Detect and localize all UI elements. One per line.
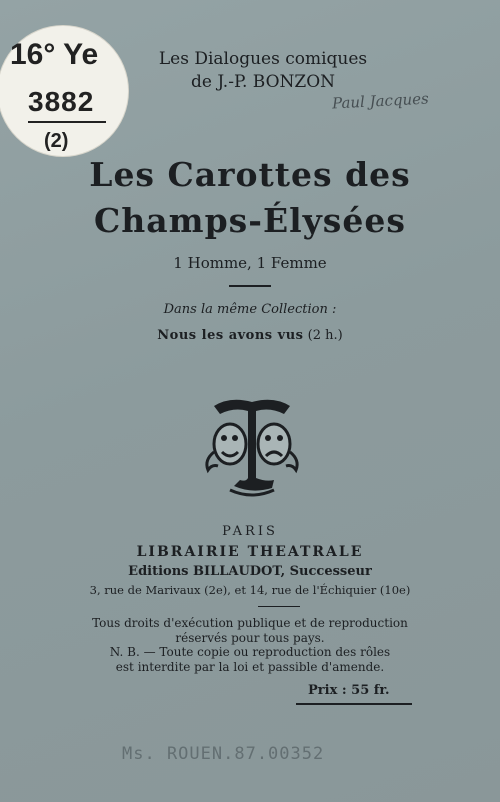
handwritten-signature: Paul Jacques — [331, 89, 430, 113]
library-ink-stamp: Ms. ROUEN.87.00352 — [122, 744, 325, 764]
related-title-name: Nous les avons vus — [157, 328, 304, 343]
publisher-editions: Editions BILLAUDOT, Successeur — [128, 564, 372, 579]
price: Prix : 55 fr. — [308, 683, 390, 698]
shelfmark-letter: Ye — [63, 38, 99, 71]
related-title-detail: (2 h.) — [307, 328, 343, 343]
publisher-address: 3, rue de Marivaux (2e), et 14, rue de l'Échiquier (10e) — [89, 583, 411, 597]
collection-label: Dans la même Collection : — [163, 302, 337, 317]
series-heading — [128, 48, 398, 94]
title-divider — [229, 285, 271, 287]
shelfmark-prefix: 16° — [10, 38, 56, 71]
rights-notice — [0, 616, 500, 646]
price-underline — [296, 703, 412, 705]
title-line-1: Les Carottes des — [89, 155, 411, 194]
cast-line: 1 Homme, 1 Femme — [173, 254, 327, 272]
shelfmark-number: 3882 — [28, 86, 95, 117]
series-name: Les Dialogues comiques — [158, 49, 368, 69]
imprint-divider — [258, 606, 300, 607]
shelfmark-rule — [28, 121, 106, 123]
copy-notice-line-1: N. B. — Toute copie ou reproduction des rôles — [109, 645, 391, 659]
shelfmark-volume: (2) — [44, 130, 69, 152]
related-title — [0, 328, 500, 343]
book-title — [0, 152, 500, 244]
publisher-name: LIBRAIRIE THEATRALE — [136, 544, 364, 560]
theatre-masks-emblem-icon — [200, 390, 304, 500]
rights-line-2: réservés pour tous pays. — [175, 631, 325, 645]
library-shelfmark-stamp — [0, 26, 128, 156]
publisher-city: PARIS — [222, 524, 278, 539]
rights-line-1: Tous droits d'exécution publique et de reproduction — [92, 616, 408, 630]
title-line-2: Champs-Élysées — [94, 201, 406, 240]
copy-notice — [0, 645, 500, 675]
series-author: de J.-P. BONZON — [190, 72, 336, 92]
copy-notice-line-2: est interdite par la loi et passible d'amende. — [115, 660, 385, 674]
